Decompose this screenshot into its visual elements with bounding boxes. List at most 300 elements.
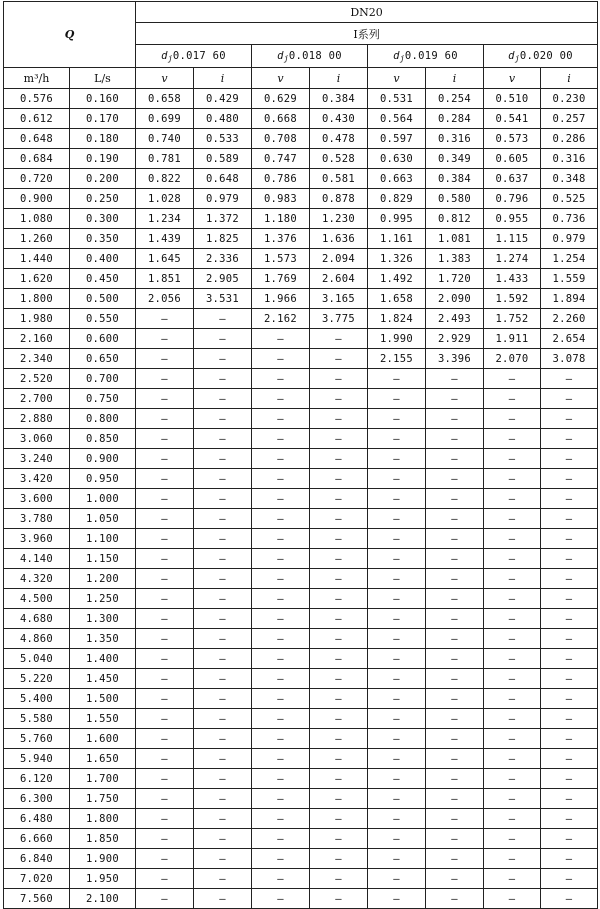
table-row <box>4 369 598 389</box>
cell-flow-m3h: 4.860 <box>4 629 70 649</box>
cell-v-4: — <box>484 749 541 769</box>
cell-flow-m3h: 2.160 <box>4 329 70 349</box>
cell-flow-ls: 0.700 <box>70 369 136 389</box>
cell-v-3: — <box>368 749 426 769</box>
cell-flow-ls: 0.900 <box>70 449 136 469</box>
cell-v-4: — <box>484 789 541 809</box>
table-row <box>4 589 598 609</box>
cell-v-4: — <box>484 489 541 509</box>
cell-i-2: — <box>310 789 368 809</box>
table-row <box>4 329 598 349</box>
cell-i-1: 1.372 <box>194 209 252 229</box>
cell-v-2: — <box>252 389 310 409</box>
cell-v-1: 1.439 <box>136 229 194 249</box>
cell-v-4: 0.605 <box>484 149 541 169</box>
cell-v-4: — <box>484 409 541 429</box>
cell-i-1: — <box>194 769 252 789</box>
cell-i-1: — <box>194 529 252 549</box>
cell-v-4: — <box>484 869 541 889</box>
cell-i-1: — <box>194 509 252 529</box>
table-row <box>4 229 598 249</box>
cell-v-4: 0.637 <box>484 169 541 189</box>
cell-i-3: — <box>426 869 484 889</box>
cell-v-4: — <box>484 669 541 689</box>
cell-i-4: 0.979 <box>541 229 598 249</box>
cell-v-1: 2.056 <box>136 289 194 309</box>
i-header: i <box>194 68 252 89</box>
cell-v-4: — <box>484 649 541 669</box>
cell-i-3: — <box>426 669 484 689</box>
cell-v-1: 0.740 <box>136 129 194 149</box>
cell-v-4: — <box>484 469 541 489</box>
cell-i-2: 0.581 <box>310 169 368 189</box>
cell-i-1: 0.648 <box>194 169 252 189</box>
cell-i-2: 3.165 <box>310 289 368 309</box>
cell-v-1: — <box>136 749 194 769</box>
table-row <box>4 569 598 589</box>
cell-flow-m3h: 1.260 <box>4 229 70 249</box>
cell-v-1: 1.645 <box>136 249 194 269</box>
cell-v-2: 1.180 <box>252 209 310 229</box>
cell-v-1: — <box>136 649 194 669</box>
cell-v-2: 1.966 <box>252 289 310 309</box>
table-row <box>4 89 598 109</box>
cell-i-1: — <box>194 849 252 869</box>
cell-v-1: 1.028 <box>136 189 194 209</box>
cell-flow-m3h: 2.520 <box>4 369 70 389</box>
cell-v-4: — <box>484 889 541 909</box>
cell-i-2: — <box>310 749 368 769</box>
cell-i-3: 1.081 <box>426 229 484 249</box>
cell-i-1: — <box>194 569 252 589</box>
cell-v-2: 0.786 <box>252 169 310 189</box>
table-row <box>4 709 598 729</box>
cell-flow-ls: 1.200 <box>70 569 136 589</box>
i-header: i <box>426 68 484 89</box>
cell-i-3: — <box>426 689 484 709</box>
cell-i-4: — <box>541 489 598 509</box>
cell-i-4: — <box>541 869 598 889</box>
cell-flow-m3h: 1.620 <box>4 269 70 289</box>
cell-v-3: — <box>368 589 426 609</box>
v-header: v <box>252 68 310 89</box>
cell-i-4: 0.525 <box>541 189 598 209</box>
cell-i-4: 0.736 <box>541 209 598 229</box>
cell-v-2: — <box>252 469 310 489</box>
table-row <box>4 889 598 909</box>
cell-i-2: — <box>310 569 368 589</box>
cell-i-4: 0.316 <box>541 149 598 169</box>
cell-v-2: — <box>252 789 310 809</box>
table-row <box>4 449 598 469</box>
cell-i-3: 2.090 <box>426 289 484 309</box>
cell-i-1: — <box>194 349 252 369</box>
cell-i-3: 1.383 <box>426 249 484 269</box>
cell-flow-ls: 1.750 <box>70 789 136 809</box>
cell-v-4: — <box>484 589 541 609</box>
cell-flow-m3h: 2.340 <box>4 349 70 369</box>
cell-i-3: 1.720 <box>426 269 484 289</box>
cell-i-4: — <box>541 829 598 849</box>
cell-i-1: — <box>194 749 252 769</box>
cell-v-1: — <box>136 709 194 729</box>
cell-v-3: — <box>368 809 426 829</box>
cell-flow-m3h: 7.560 <box>4 889 70 909</box>
i-header: i <box>310 68 368 89</box>
cell-flow-ls: 1.600 <box>70 729 136 749</box>
cell-i-1: — <box>194 549 252 569</box>
cell-i-3: — <box>426 829 484 849</box>
cell-v-4: — <box>484 829 541 849</box>
cell-i-4: — <box>541 749 598 769</box>
cell-i-3: 2.929 <box>426 329 484 349</box>
cell-flow-m3h: 4.320 <box>4 569 70 589</box>
cell-v-1: — <box>136 569 194 589</box>
cell-i-2: — <box>310 469 368 489</box>
table-row <box>4 789 598 809</box>
table-row <box>4 869 598 889</box>
cell-i-2: — <box>310 449 368 469</box>
cell-i-2: — <box>310 769 368 789</box>
series-header: Ⅰ系列 <box>136 23 598 45</box>
cell-v-4: — <box>484 729 541 749</box>
cell-i-2: — <box>310 529 368 549</box>
cell-flow-m3h: 3.600 <box>4 489 70 509</box>
cell-flow-ls: 1.850 <box>70 829 136 849</box>
cell-v-3: — <box>368 389 426 409</box>
cell-flow-m3h: 5.760 <box>4 729 70 749</box>
cell-i-4: — <box>541 549 598 569</box>
cell-i-3: — <box>426 569 484 589</box>
cell-i-1: — <box>194 729 252 749</box>
cell-v-3: — <box>368 489 426 509</box>
v-header: v <box>368 68 426 89</box>
cell-flow-ls: 1.450 <box>70 669 136 689</box>
cell-i-4: 1.559 <box>541 269 598 289</box>
v-header: v <box>484 68 541 89</box>
cell-flow-m3h: 5.400 <box>4 689 70 709</box>
cell-flow-m3h: 3.780 <box>4 509 70 529</box>
cell-i-1: — <box>194 649 252 669</box>
cell-i-1: — <box>194 389 252 409</box>
cell-flow-ls: 1.800 <box>70 809 136 829</box>
cell-i-3: — <box>426 389 484 409</box>
cell-i-2: — <box>310 649 368 669</box>
cell-flow-ls: 0.300 <box>70 209 136 229</box>
table-row <box>4 389 598 409</box>
cell-flow-ls: 0.550 <box>70 309 136 329</box>
cell-v-2: — <box>252 709 310 729</box>
hydraulic-table-page <box>3 1 597 909</box>
cell-i-2: — <box>310 589 368 609</box>
cell-v-3: 0.663 <box>368 169 426 189</box>
table-row <box>4 209 598 229</box>
cell-i-2: 2.604 <box>310 269 368 289</box>
table-row <box>4 469 598 489</box>
cell-flow-m3h: 2.700 <box>4 389 70 409</box>
cell-v-3: — <box>368 849 426 869</box>
cell-flow-m3h: 2.880 <box>4 409 70 429</box>
cell-i-3: — <box>426 369 484 389</box>
cell-i-4: 0.348 <box>541 169 598 189</box>
cell-i-1: 3.531 <box>194 289 252 309</box>
cell-i-3: — <box>426 449 484 469</box>
table-row <box>4 669 598 689</box>
cell-v-1: — <box>136 769 194 789</box>
cell-v-2: — <box>252 769 310 789</box>
cell-flow-ls: 1.050 <box>70 509 136 529</box>
cell-i-1: — <box>194 329 252 349</box>
cell-v-4: — <box>484 529 541 549</box>
cell-flow-ls: 0.350 <box>70 229 136 249</box>
cell-v-1: 1.234 <box>136 209 194 229</box>
cell-v-1: — <box>136 409 194 429</box>
cell-i-2: — <box>310 329 368 349</box>
cell-flow-ls: 1.400 <box>70 649 136 669</box>
cell-i-4: — <box>541 769 598 789</box>
cell-flow-m3h: 1.980 <box>4 309 70 329</box>
cell-i-1: — <box>194 829 252 849</box>
cell-v-3: — <box>368 369 426 389</box>
cell-v-3: 2.155 <box>368 349 426 369</box>
cell-v-2: — <box>252 569 310 589</box>
cell-v-4: — <box>484 569 541 589</box>
cell-i-3: — <box>426 549 484 569</box>
cell-flow-ls: 0.160 <box>70 89 136 109</box>
cell-v-3: — <box>368 889 426 909</box>
cell-v-3: — <box>368 689 426 709</box>
cell-v-2: 1.573 <box>252 249 310 269</box>
cell-i-1: 2.905 <box>194 269 252 289</box>
cell-v-3: 1.990 <box>368 329 426 349</box>
cell-i-2: 0.478 <box>310 129 368 149</box>
cell-v-1: — <box>136 669 194 689</box>
cell-i-2: — <box>310 709 368 729</box>
cell-i-4: — <box>541 529 598 549</box>
cell-flow-ls: 1.900 <box>70 849 136 869</box>
table-row <box>4 129 598 149</box>
cell-v-2: — <box>252 849 310 869</box>
cell-v-3: — <box>368 869 426 889</box>
cell-v-4: — <box>484 369 541 389</box>
cell-v-3: — <box>368 789 426 809</box>
cell-flow-ls: 0.400 <box>70 249 136 269</box>
unit-ls-header: L/s <box>70 68 136 89</box>
cell-v-2: — <box>252 549 310 569</box>
cell-flow-m3h: 5.940 <box>4 749 70 769</box>
cell-i-2: — <box>310 729 368 749</box>
cell-flow-m3h: 7.020 <box>4 869 70 889</box>
table-row <box>4 849 598 869</box>
hydraulic-calculation-table <box>3 1 598 909</box>
cell-i-4: 0.230 <box>541 89 598 109</box>
cell-i-2: — <box>310 549 368 569</box>
cell-flow-m3h: 0.648 <box>4 129 70 149</box>
cell-v-1: — <box>136 829 194 849</box>
cell-v-3: 1.492 <box>368 269 426 289</box>
cell-i-1: — <box>194 589 252 609</box>
cell-v-3: — <box>368 629 426 649</box>
cell-i-4: — <box>541 509 598 529</box>
i-header: i <box>541 68 598 89</box>
cell-flow-ls: 1.250 <box>70 589 136 609</box>
cell-i-4: — <box>541 809 598 829</box>
cell-i-2: — <box>310 869 368 889</box>
cell-flow-m3h: 3.060 <box>4 429 70 449</box>
cell-i-2: 0.430 <box>310 109 368 129</box>
cell-i-3: — <box>426 809 484 829</box>
cell-i-4: — <box>541 589 598 609</box>
cell-i-3: — <box>426 469 484 489</box>
cell-i-4: 3.078 <box>541 349 598 369</box>
cell-i-1: — <box>194 789 252 809</box>
cell-i-1: — <box>194 309 252 329</box>
cell-i-1: — <box>194 369 252 389</box>
cell-i-4: 1.254 <box>541 249 598 269</box>
cell-i-2: 1.230 <box>310 209 368 229</box>
cell-v-4: 1.115 <box>484 229 541 249</box>
table-row <box>4 349 598 369</box>
cell-flow-m3h: 3.240 <box>4 449 70 469</box>
cell-i-1: — <box>194 409 252 429</box>
cell-flow-ls: 0.170 <box>70 109 136 129</box>
cell-flow-ls: 0.190 <box>70 149 136 169</box>
cell-v-1: — <box>136 529 194 549</box>
cell-i-4: — <box>541 369 598 389</box>
table-row <box>4 609 598 629</box>
cell-i-2: — <box>310 429 368 449</box>
cell-v-2: — <box>252 329 310 349</box>
cell-i-2: — <box>310 689 368 709</box>
table-body <box>4 89 598 909</box>
v-header: v <box>136 68 194 89</box>
table-row <box>4 189 598 209</box>
cell-i-1: — <box>194 489 252 509</box>
cell-v-1: 0.699 <box>136 109 194 129</box>
cell-v-1: — <box>136 369 194 389</box>
cell-i-2: — <box>310 489 368 509</box>
cell-i-3: — <box>426 529 484 549</box>
table-row <box>4 729 598 749</box>
cell-flow-ls: 1.350 <box>70 629 136 649</box>
diameter-header-2: dj0.018 00 <box>252 45 368 68</box>
cell-flow-ls: 0.850 <box>70 429 136 449</box>
cell-v-1: — <box>136 349 194 369</box>
cell-v-1: — <box>136 589 194 609</box>
cell-v-4: 1.274 <box>484 249 541 269</box>
cell-v-2: 0.983 <box>252 189 310 209</box>
cell-v-4: 2.070 <box>484 349 541 369</box>
cell-i-4: — <box>541 449 598 469</box>
cell-v-3: 0.995 <box>368 209 426 229</box>
cell-v-2: 0.747 <box>252 149 310 169</box>
cell-i-1: — <box>194 629 252 649</box>
cell-i-2: — <box>310 369 368 389</box>
cell-flow-m3h: 5.580 <box>4 709 70 729</box>
cell-flow-ls: 0.250 <box>70 189 136 209</box>
cell-i-2: — <box>310 409 368 429</box>
cell-flow-m3h: 6.840 <box>4 849 70 869</box>
cell-v-3: — <box>368 769 426 789</box>
cell-v-4: — <box>484 389 541 409</box>
cell-v-1: — <box>136 429 194 449</box>
cell-i-4: — <box>541 389 598 409</box>
cell-v-3: — <box>368 409 426 429</box>
cell-v-2: — <box>252 369 310 389</box>
cell-v-1: — <box>136 889 194 909</box>
cell-v-1: — <box>136 489 194 509</box>
cell-i-1: — <box>194 889 252 909</box>
cell-v-2: 0.708 <box>252 129 310 149</box>
cell-i-2: — <box>310 629 368 649</box>
cell-i-4: — <box>541 649 598 669</box>
cell-v-3: — <box>368 649 426 669</box>
cell-flow-m3h: 5.040 <box>4 649 70 669</box>
cell-i-1: — <box>194 449 252 469</box>
cell-v-4: 1.433 <box>484 269 541 289</box>
cell-i-2: — <box>310 669 368 689</box>
cell-v-2: — <box>252 889 310 909</box>
cell-v-3: 0.531 <box>368 89 426 109</box>
cell-i-4: 1.894 <box>541 289 598 309</box>
cell-v-1: — <box>136 509 194 529</box>
cell-i-1: 2.336 <box>194 249 252 269</box>
cell-v-1: 0.658 <box>136 89 194 109</box>
cell-i-3: 0.384 <box>426 169 484 189</box>
table-row <box>4 309 598 329</box>
cell-i-3: — <box>426 509 484 529</box>
table-row <box>4 809 598 829</box>
cell-i-3: — <box>426 649 484 669</box>
cell-flow-m3h: 5.220 <box>4 669 70 689</box>
cell-i-3: — <box>426 409 484 429</box>
cell-i-1: — <box>194 689 252 709</box>
cell-v-2: — <box>252 749 310 769</box>
cell-flow-m3h: 4.140 <box>4 549 70 569</box>
cell-v-3: 1.326 <box>368 249 426 269</box>
cell-v-1: — <box>136 629 194 649</box>
cell-flow-ls: 0.450 <box>70 269 136 289</box>
cell-i-2: 3.775 <box>310 309 368 329</box>
cell-v-4: 1.911 <box>484 329 541 349</box>
cell-i-2: — <box>310 349 368 369</box>
cell-i-3: — <box>426 769 484 789</box>
cell-v-3: — <box>368 729 426 749</box>
cell-v-3: — <box>368 709 426 729</box>
cell-v-4: — <box>484 769 541 789</box>
cell-v-4: 0.510 <box>484 89 541 109</box>
cell-v-2: — <box>252 429 310 449</box>
cell-v-1: — <box>136 469 194 489</box>
table-row <box>4 289 598 309</box>
cell-flow-m3h: 6.660 <box>4 829 70 849</box>
cell-v-1: — <box>136 609 194 629</box>
cell-flow-m3h: 6.120 <box>4 769 70 789</box>
cell-v-3: — <box>368 669 426 689</box>
cell-v-2: 1.769 <box>252 269 310 289</box>
cell-i-1: 0.589 <box>194 149 252 169</box>
cell-v-4: — <box>484 549 541 569</box>
cell-v-1: 0.822 <box>136 169 194 189</box>
cell-v-2: — <box>252 529 310 549</box>
cell-i-1: — <box>194 469 252 489</box>
cell-flow-m3h: 4.500 <box>4 589 70 609</box>
cell-i-4: — <box>541 669 598 689</box>
cell-i-1: — <box>194 669 252 689</box>
cell-v-2: — <box>252 449 310 469</box>
cell-i-1: 1.825 <box>194 229 252 249</box>
cell-i-1: 0.429 <box>194 89 252 109</box>
